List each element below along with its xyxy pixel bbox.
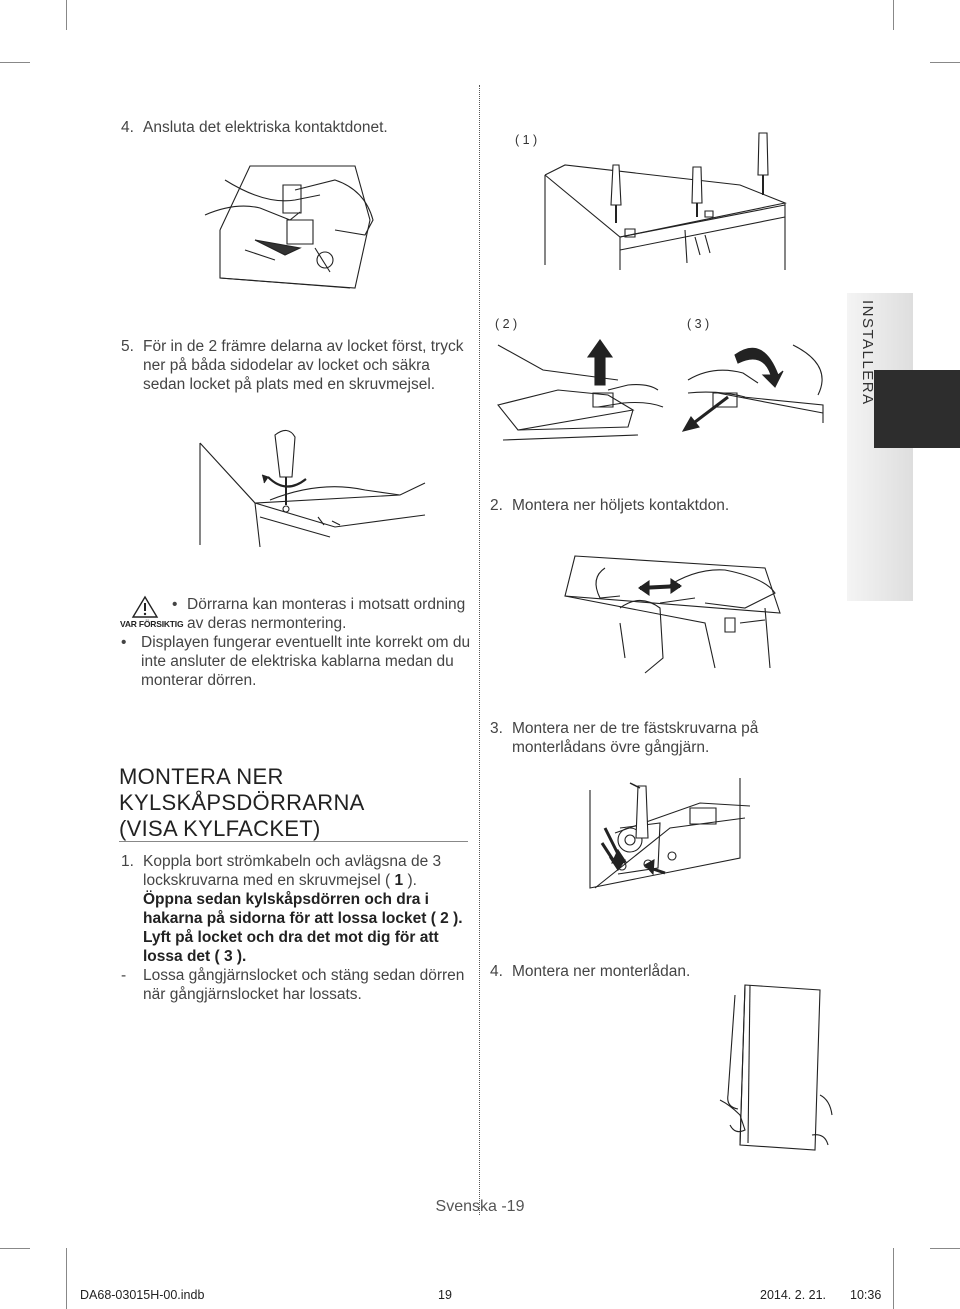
side-tab-marker: [874, 370, 960, 448]
side-tab-label: INSTALLERA: [859, 300, 876, 406]
screwdriver-cover-illustration: [200, 425, 425, 550]
crop-mark: [66, 1248, 67, 1309]
section-title: MONTERA NER KYLSKÅPSDÖRRARNA (VISA KYLFACKET): [119, 764, 365, 841]
step-4-connect-connector: 4. Ansluta det elektriska kontaktdonet.: [121, 119, 388, 136]
print-footer-date: 2014. 2. 21.: [760, 1288, 827, 1302]
door-panel-illustration: [720, 985, 835, 1155]
section-step-1: 1. Koppla bort strömkabeln och avlägsna de 3 lockskruvarna med en skruvmejsel ( 1 ). Öppna sedan kylskåpsdörren och dra i hakarna på sidorna för att lossa locket ( 2 ). Lyft på locket och dra det mot dig för att lossa det ( 3 ).: [121, 853, 463, 965]
step-5-insert-cover: 5. För in de 2 främre delarna av locket först, tryck ner på båda sidodelar av locket och säkra sedan locket på plats med en skruvmejsel.: [121, 338, 464, 393]
print-footer-page: 19: [438, 1288, 452, 1302]
crop-mark: [930, 62, 960, 63]
section-rule: [119, 841, 468, 842]
caution-triangle-icon: [132, 596, 158, 618]
step-4-remove-box: 4. Montera ner monterlådan.: [490, 963, 691, 980]
section-dash-note: - Lossa gångjärnslocket och stäng sedan dörren när gångjärnslocket har lossats.: [121, 967, 465, 1003]
caution-bullet-2: • Displayen fungerar eventuellt inte korrekt om du inte ansluter de elektriska kablarna medan du monterar dörren.: [121, 634, 471, 689]
print-footer-file: DA68-03015H-00.indb: [80, 1288, 205, 1302]
crop-mark: [0, 1248, 30, 1249]
caution-label: VAR FÖRSIKTIG: [120, 619, 184, 629]
crop-mark: [893, 1248, 894, 1309]
lift-cover-illustration: [498, 335, 663, 445]
fridge-top-screws-illustration: [545, 125, 820, 270]
step-3-remove-screws: 3. Montera ner de tre fästskruvarna på monterlådans övre gångjärn.: [490, 720, 759, 756]
hinge-screws-illustration: [590, 778, 750, 898]
figure-label-1: ( 1 ): [515, 133, 538, 147]
disconnect-connector-illustration: [565, 548, 780, 673]
pull-cover-illustration: [683, 335, 833, 435]
page-footer: Svenska -19: [435, 1198, 525, 1215]
figure-label-3: ( 3 ): [687, 317, 710, 331]
crop-mark: [0, 62, 30, 63]
connector-hands-illustration: [205, 160, 380, 295]
crop-mark: [66, 0, 67, 30]
step-2-remove-connector: 2. Montera ner höljets kontaktdon.: [490, 497, 730, 514]
figure-label-2: ( 2 ): [495, 317, 518, 331]
crop-mark: [930, 1248, 960, 1249]
caution-bullet-1: • Dörrarna kan monteras i motsatt ordning av deras nermontering.: [172, 596, 466, 632]
crop-mark: [893, 0, 894, 30]
print-footer-time: 10:36: [850, 1288, 882, 1302]
